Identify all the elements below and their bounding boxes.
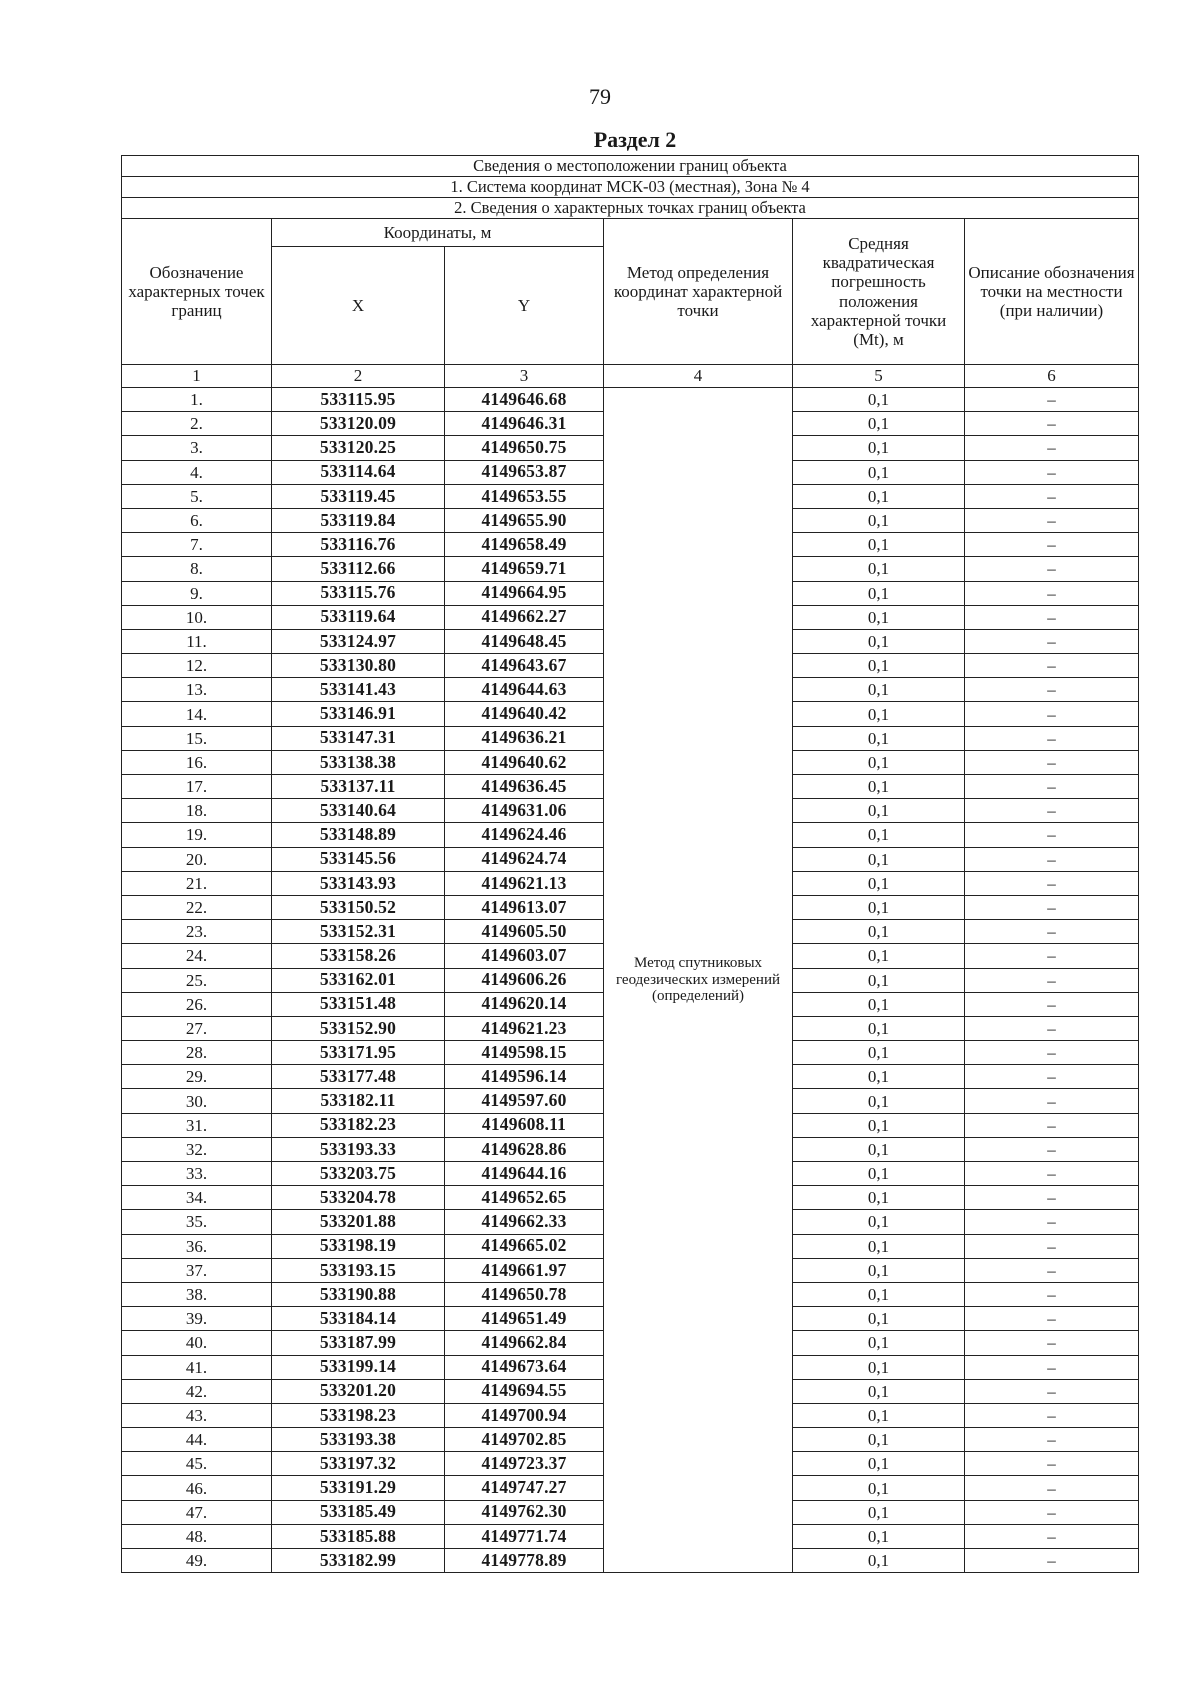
coord-y: 4149608.11 <box>445 1113 604 1137</box>
page-number: 79 <box>589 84 611 109</box>
coord-y: 4149596.14 <box>445 1065 604 1089</box>
method-value: Метод спутниковых геодезических измерений (определений) <box>604 388 793 1573</box>
column-number: 5 <box>793 365 965 388</box>
coord-x: 533116.76 <box>272 533 445 557</box>
point-number: 26. <box>122 992 272 1016</box>
mean-error-value: 0,1 <box>793 1089 965 1113</box>
mean-error-value: 0,1 <box>793 1307 965 1331</box>
coord-y: 4149640.62 <box>445 750 604 774</box>
mean-error-value: 0,1 <box>793 533 965 557</box>
coord-y: 4149597.60 <box>445 1089 604 1113</box>
mean-error-value: 0,1 <box>793 920 965 944</box>
point-number: 16. <box>122 750 272 774</box>
description-value: – <box>965 654 1139 678</box>
coord-x: 533182.99 <box>272 1549 445 1573</box>
description-value: – <box>965 750 1139 774</box>
mean-error-value: 0,1 <box>793 1234 965 1258</box>
point-number: 9. <box>122 581 272 605</box>
point-number: 5. <box>122 484 272 508</box>
point-number: 15. <box>122 726 272 750</box>
coord-x: 533152.31 <box>272 920 445 944</box>
coord-y: 4149613.07 <box>445 895 604 919</box>
coord-x: 533120.09 <box>272 412 445 436</box>
point-number: 21. <box>122 871 272 895</box>
coord-x: 533146.91 <box>272 702 445 726</box>
mean-error-value: 0,1 <box>793 775 965 799</box>
description-value: – <box>965 702 1139 726</box>
description-value: – <box>965 484 1139 508</box>
coord-x: 533124.97 <box>272 629 445 653</box>
point-number: 2. <box>122 412 272 436</box>
description-value: – <box>965 920 1139 944</box>
coord-x: 533182.11 <box>272 1089 445 1113</box>
coord-y: 4149603.07 <box>445 944 604 968</box>
coord-y: 4149655.90 <box>445 508 604 532</box>
header-x: X <box>272 247 445 365</box>
point-number: 19. <box>122 823 272 847</box>
point-number: 45. <box>122 1452 272 1476</box>
mean-error-value: 0,1 <box>793 605 965 629</box>
description-value: – <box>965 533 1139 557</box>
point-number: 14. <box>122 702 272 726</box>
description-value: – <box>965 1234 1139 1258</box>
point-number: 11. <box>122 629 272 653</box>
coord-x: 533171.95 <box>272 1041 445 1065</box>
coord-x: 533147.31 <box>272 726 445 750</box>
description-value: – <box>965 726 1139 750</box>
description-value: – <box>965 992 1139 1016</box>
point-number: 27. <box>122 1016 272 1040</box>
coord-x: 533152.90 <box>272 1016 445 1040</box>
coord-x: 533204.78 <box>272 1186 445 1210</box>
coord-y: 4149771.74 <box>445 1524 604 1548</box>
description-value: – <box>965 775 1139 799</box>
description-value: – <box>965 1162 1139 1186</box>
point-number: 35. <box>122 1210 272 1234</box>
coord-x: 533141.43 <box>272 678 445 702</box>
banner-line-3: 2. Сведения о характерных точках границ объекта <box>122 198 1139 219</box>
coord-x: 533120.25 <box>272 436 445 460</box>
coord-x: 533150.52 <box>272 895 445 919</box>
point-number: 25. <box>122 968 272 992</box>
mean-error-value: 0,1 <box>793 847 965 871</box>
coord-y: 4149621.13 <box>445 871 604 895</box>
mean-error-value: 0,1 <box>793 968 965 992</box>
point-number: 3. <box>122 436 272 460</box>
coord-y: 4149694.55 <box>445 1379 604 1403</box>
coord-y: 4149747.27 <box>445 1476 604 1500</box>
coord-y: 4149636.45 <box>445 775 604 799</box>
coord-x: 533203.75 <box>272 1162 445 1186</box>
mean-error-value: 0,1 <box>793 1041 965 1065</box>
coord-x: 533138.38 <box>272 750 445 774</box>
mean-error-value: 0,1 <box>793 1500 965 1524</box>
description-value: – <box>965 581 1139 605</box>
description-value: – <box>965 460 1139 484</box>
description-value: – <box>965 1452 1139 1476</box>
header-coordinates: Координаты, м <box>272 219 604 247</box>
description-value: – <box>965 508 1139 532</box>
description-value: – <box>965 1016 1139 1040</box>
coord-y: 4149648.45 <box>445 629 604 653</box>
boundary-points-table <box>121 155 1139 1573</box>
coord-y: 4149661.97 <box>445 1258 604 1282</box>
coord-x: 533193.15 <box>272 1258 445 1282</box>
point-number: 36. <box>122 1234 272 1258</box>
coord-x: 533119.64 <box>272 605 445 629</box>
mean-error-value: 0,1 <box>793 678 965 702</box>
mean-error-value: 0,1 <box>793 1186 965 1210</box>
table-row <box>122 388 1139 412</box>
description-value: – <box>965 871 1139 895</box>
coord-y: 4149620.14 <box>445 992 604 1016</box>
point-number: 42. <box>122 1379 272 1403</box>
coord-x: 533184.14 <box>272 1307 445 1331</box>
coord-x: 533190.88 <box>272 1282 445 1306</box>
coord-y: 4149662.84 <box>445 1331 604 1355</box>
point-number: 23. <box>122 920 272 944</box>
point-number: 13. <box>122 678 272 702</box>
mean-error-value: 0,1 <box>793 992 965 1016</box>
mean-error-value: 0,1 <box>793 484 965 508</box>
coord-y: 4149662.27 <box>445 605 604 629</box>
coord-y: 4149621.23 <box>445 1016 604 1040</box>
description-value: – <box>965 678 1139 702</box>
coord-y: 4149653.87 <box>445 460 604 484</box>
coord-x: 533148.89 <box>272 823 445 847</box>
mean-error-value: 0,1 <box>793 581 965 605</box>
description-value: – <box>965 1549 1139 1573</box>
description-value: – <box>965 605 1139 629</box>
coord-x: 533177.48 <box>272 1065 445 1089</box>
coord-y: 4149702.85 <box>445 1428 604 1452</box>
mean-error-value: 0,1 <box>793 1428 965 1452</box>
description-value: – <box>965 895 1139 919</box>
mean-error-value: 0,1 <box>793 1452 965 1476</box>
coord-x: 533191.29 <box>272 1476 445 1500</box>
mean-error-value: 0,1 <box>793 1355 965 1379</box>
coord-y: 4149628.86 <box>445 1137 604 1161</box>
mean-error-value: 0,1 <box>793 1549 965 1573</box>
point-number: 39. <box>122 1307 272 1331</box>
point-number: 33. <box>122 1162 272 1186</box>
coord-y: 4149652.65 <box>445 1186 604 1210</box>
point-number: 6. <box>122 508 272 532</box>
coord-y: 4149624.46 <box>445 823 604 847</box>
point-number: 7. <box>122 533 272 557</box>
description-value: – <box>965 1210 1139 1234</box>
description-value: – <box>965 412 1139 436</box>
column-number: 6 <box>965 365 1139 388</box>
coord-x: 533137.11 <box>272 775 445 799</box>
banner-line-1: Сведения о местоположении границ объекта <box>122 156 1139 177</box>
coord-y: 4149723.37 <box>445 1452 604 1476</box>
point-number: 8. <box>122 557 272 581</box>
description-value: – <box>965 388 1139 412</box>
column-number: 3 <box>445 365 604 388</box>
mean-error-value: 0,1 <box>793 1258 965 1282</box>
point-number: 40. <box>122 1331 272 1355</box>
coord-y: 4149700.94 <box>445 1403 604 1427</box>
coord-x: 533187.99 <box>272 1331 445 1355</box>
coord-x: 533201.88 <box>272 1210 445 1234</box>
mean-error-value: 0,1 <box>793 1162 965 1186</box>
coord-y: 4149665.02 <box>445 1234 604 1258</box>
description-value: – <box>965 1331 1139 1355</box>
coord-y: 4149644.63 <box>445 678 604 702</box>
point-number: 1. <box>122 388 272 412</box>
point-number: 49. <box>122 1549 272 1573</box>
mean-error-value: 0,1 <box>793 388 965 412</box>
mean-error-value: 0,1 <box>793 436 965 460</box>
coord-x: 533198.19 <box>272 1234 445 1258</box>
coord-y: 4149646.68 <box>445 388 604 412</box>
mean-error-value: 0,1 <box>793 1331 965 1355</box>
coord-x: 533162.01 <box>272 968 445 992</box>
mean-error-value: 0,1 <box>793 1282 965 1306</box>
coord-x: 533201.20 <box>272 1379 445 1403</box>
coord-x: 533197.32 <box>272 1452 445 1476</box>
coord-y: 4149662.33 <box>445 1210 604 1234</box>
banner-line-2: 1. Система координат МСК-03 (местная), Зона № 4 <box>122 177 1139 198</box>
description-value: – <box>965 847 1139 871</box>
coord-y: 4149664.95 <box>445 581 604 605</box>
point-number: 30. <box>122 1089 272 1113</box>
point-number: 24. <box>122 944 272 968</box>
coord-x: 533130.80 <box>272 654 445 678</box>
coord-y: 4149646.31 <box>445 412 604 436</box>
coord-y: 4149644.16 <box>445 1162 604 1186</box>
coord-x: 533119.84 <box>272 508 445 532</box>
header-description: Описание обозначения точки на местности (при наличии) <box>965 219 1139 365</box>
mean-error-value: 0,1 <box>793 823 965 847</box>
coord-x: 533193.38 <box>272 1428 445 1452</box>
description-value: – <box>965 1524 1139 1548</box>
mean-error-value: 0,1 <box>793 629 965 653</box>
coord-y: 4149651.49 <box>445 1307 604 1331</box>
mean-error-value: 0,1 <box>793 750 965 774</box>
point-number: 10. <box>122 605 272 629</box>
point-number: 20. <box>122 847 272 871</box>
coord-y: 4149598.15 <box>445 1041 604 1065</box>
coord-x: 533114.64 <box>272 460 445 484</box>
point-number: 41. <box>122 1355 272 1379</box>
coord-x: 533158.26 <box>272 944 445 968</box>
coord-x: 533112.66 <box>272 557 445 581</box>
point-number: 47. <box>122 1500 272 1524</box>
mean-error-value: 0,1 <box>793 654 965 678</box>
header-y: Y <box>445 247 604 365</box>
mean-error-value: 0,1 <box>793 799 965 823</box>
coord-y: 4149673.64 <box>445 1355 604 1379</box>
coord-y: 4149778.89 <box>445 1549 604 1573</box>
point-number: 4. <box>122 460 272 484</box>
point-number: 31. <box>122 1113 272 1137</box>
description-value: – <box>965 823 1139 847</box>
mean-error-value: 0,1 <box>793 944 965 968</box>
coord-x: 533140.64 <box>272 799 445 823</box>
point-number: 38. <box>122 1282 272 1306</box>
description-value: – <box>965 436 1139 460</box>
column-number: 1 <box>122 365 272 388</box>
description-value: – <box>965 1403 1139 1427</box>
coord-y: 4149658.49 <box>445 533 604 557</box>
mean-error-value: 0,1 <box>793 1403 965 1427</box>
mean-error-value: 0,1 <box>793 1065 965 1089</box>
description-value: – <box>965 1307 1139 1331</box>
mean-error-value: 0,1 <box>793 895 965 919</box>
point-number: 34. <box>122 1186 272 1210</box>
point-number: 44. <box>122 1428 272 1452</box>
description-value: – <box>965 557 1139 581</box>
description-value: – <box>965 1282 1139 1306</box>
mean-error-value: 0,1 <box>793 508 965 532</box>
header-point-designation: Обозначение характерных точек границ <box>122 219 272 365</box>
coord-x: 533143.93 <box>272 871 445 895</box>
point-number: 32. <box>122 1137 272 1161</box>
point-number: 17. <box>122 775 272 799</box>
description-value: – <box>965 1379 1139 1403</box>
description-value: – <box>965 629 1139 653</box>
point-number: 43. <box>122 1403 272 1427</box>
description-value: – <box>965 968 1139 992</box>
point-number: 12. <box>122 654 272 678</box>
coord-y: 4149640.42 <box>445 702 604 726</box>
mean-error-value: 0,1 <box>793 412 965 436</box>
coord-y: 4149636.21 <box>445 726 604 750</box>
point-number: 46. <box>122 1476 272 1500</box>
mean-error-value: 0,1 <box>793 1476 965 1500</box>
description-value: – <box>965 1041 1139 1065</box>
point-number: 37. <box>122 1258 272 1282</box>
mean-error-value: 0,1 <box>793 702 965 726</box>
mean-error-value: 0,1 <box>793 871 965 895</box>
coord-x: 533193.33 <box>272 1137 445 1161</box>
point-number: 29. <box>122 1065 272 1089</box>
mean-error-value: 0,1 <box>793 460 965 484</box>
mean-error-value: 0,1 <box>793 1210 965 1234</box>
description-value: – <box>965 1186 1139 1210</box>
coord-y: 4149624.74 <box>445 847 604 871</box>
description-value: – <box>965 1476 1139 1500</box>
description-value: – <box>965 1137 1139 1161</box>
column-number: 2 <box>272 365 445 388</box>
coord-x: 533198.23 <box>272 1403 445 1427</box>
description-value: – <box>965 799 1139 823</box>
header-mean-error: Средняя квадратическая погрешность положения характерной точки (Mt), м <box>793 219 965 365</box>
coord-y: 4149643.67 <box>445 654 604 678</box>
coord-y: 4149653.55 <box>445 484 604 508</box>
header-method: Метод определения координат характерной точки <box>604 219 793 365</box>
point-number: 18. <box>122 799 272 823</box>
coord-y: 4149659.71 <box>445 557 604 581</box>
point-number: 48. <box>122 1524 272 1548</box>
mean-error-value: 0,1 <box>793 1016 965 1040</box>
coord-x: 533185.49 <box>272 1500 445 1524</box>
description-value: – <box>965 1500 1139 1524</box>
coord-y: 4149762.30 <box>445 1500 604 1524</box>
point-number: 22. <box>122 895 272 919</box>
coord-y: 4149605.50 <box>445 920 604 944</box>
mean-error-value: 0,1 <box>793 1113 965 1137</box>
mean-error-value: 0,1 <box>793 1524 965 1548</box>
coord-x: 533199.14 <box>272 1355 445 1379</box>
coord-x: 533119.45 <box>272 484 445 508</box>
description-value: – <box>965 1258 1139 1282</box>
mean-error-value: 0,1 <box>793 726 965 750</box>
mean-error-value: 0,1 <box>793 557 965 581</box>
description-value: – <box>965 944 1139 968</box>
coord-x: 533145.56 <box>272 847 445 871</box>
column-number: 4 <box>604 365 793 388</box>
coord-x: 533185.88 <box>272 1524 445 1548</box>
description-value: – <box>965 1355 1139 1379</box>
section-title: Раздел 2 <box>593 127 677 152</box>
coord-y: 4149606.26 <box>445 968 604 992</box>
coord-y: 4149650.75 <box>445 436 604 460</box>
coord-x: 533151.48 <box>272 992 445 1016</box>
coord-y: 4149650.78 <box>445 1282 604 1306</box>
point-number: 28. <box>122 1041 272 1065</box>
mean-error-value: 0,1 <box>793 1137 965 1161</box>
description-value: – <box>965 1113 1139 1137</box>
coord-x: 533182.23 <box>272 1113 445 1137</box>
mean-error-value: 0,1 <box>793 1379 965 1403</box>
coord-x: 533115.76 <box>272 581 445 605</box>
description-value: – <box>965 1089 1139 1113</box>
description-value: – <box>965 1065 1139 1089</box>
coord-y: 4149631.06 <box>445 799 604 823</box>
description-value: – <box>965 1428 1139 1452</box>
coord-x: 533115.95 <box>272 388 445 412</box>
